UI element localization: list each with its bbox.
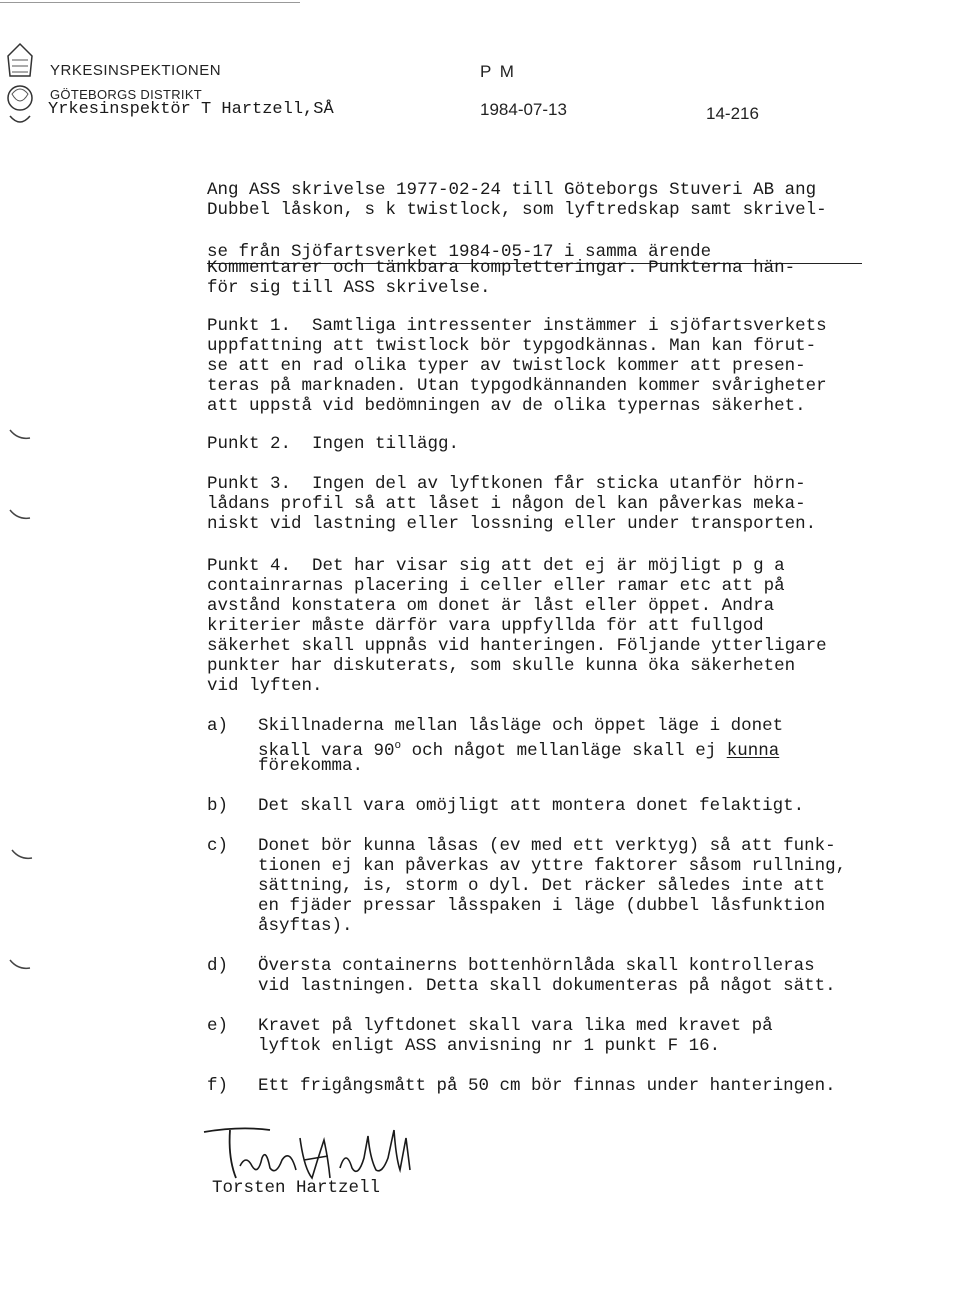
item-d-label: d): [207, 956, 229, 976]
item-e-line: Kravet på lyftdonet skall vara lika med kravet på: [258, 1016, 773, 1036]
item-a-label: a): [207, 716, 229, 736]
item-c-line: sättning, is, storm o dyl. Det räcker således inte att: [258, 876, 826, 896]
crest-logo: [2, 36, 38, 132]
item-c-line: Donet bör kunna låsas (ev med ett verktyg) så att funk-: [258, 836, 836, 856]
punkt1-line: se att en rad olika typer av twistlock kommer att presen-: [207, 356, 806, 376]
subject-line: Ang ASS skrivelse 1977-02-24 till Göteborgs Stuveri AB ang: [207, 180, 817, 200]
item-d-line: vid lastningen. Detta skall dokumenteras på något sätt.: [258, 976, 836, 996]
punkt4-line: avstånd konstatera om donet är låst eller öppet. Andra: [207, 596, 775, 616]
punkt4-line: kriterier måste därför vara uppfyllda för att fullgod: [207, 616, 764, 636]
author-line: Yrkesinspektör T Hartzell,SÅ: [48, 100, 334, 119]
item-f-label: f): [207, 1076, 229, 1096]
item-c-line: åsyftas).: [258, 916, 353, 936]
punkt4-line: vid lyften.: [207, 676, 323, 696]
item-a-text: skall vara 90: [258, 740, 395, 761]
punkt4-line: Punkt 4. Det har visar sig att det ej är möjligt p g a: [207, 556, 785, 576]
doc-type: P M: [480, 62, 516, 81]
district-name: GÖTEBORGS DISTRIKT: [50, 87, 203, 102]
ref-number: 14-216: [706, 104, 759, 123]
item-b-line: Det skall vara omöjligt att montera donet felaktigt.: [258, 796, 805, 816]
item-a-line: förekomma.: [258, 756, 364, 776]
top-rule: [0, 2, 300, 3]
org-name: YRKESINSPEKTIONEN: [50, 62, 222, 79]
item-f-line: Ett frigångsmått på 50 cm bör finnas under hanteringen.: [258, 1076, 836, 1096]
punkt3-line: Punkt 3. Ingen del av lyftkonen får sticka utanför hörn-: [207, 474, 806, 494]
subject-line: Dubbel låskon, s k twistlock, som lyftredskap samt skrivel-: [207, 200, 827, 220]
item-e-label: e): [207, 1016, 229, 1036]
item-c-line: tionen ej kan påverkas av yttre faktorer såsom rullning,: [258, 856, 847, 876]
item-a-underlined-word: kunna: [726, 740, 780, 761]
punkt1-line: att uppstå vid bedömningen av de olika typernas säkerhet.: [207, 396, 806, 416]
punkt1-line: teras på marknaden. Utan typgodkännanden kommer svårigheter: [207, 376, 827, 396]
item-c-line: en fjäder pressar låsspaken i läge (dubbel låsfunktion: [258, 896, 826, 916]
subject-line: se från Sjöfartsverket 1984-05-17 i samma ärende: [207, 242, 712, 262]
intro-line: Kommentarer och tänkbara kompletteringar. Punkterna hän-: [207, 258, 796, 278]
punkt4-line: säkerhet skall uppnås vid hanteringen. Följande ytterligare: [207, 636, 827, 656]
punkt3-line: niskt vid lastning eller lossning eller under transporten.: [207, 514, 817, 534]
item-b-label: b): [207, 796, 229, 816]
signatory-name: Torsten Hartzell: [212, 1178, 381, 1198]
item-c-label: c): [207, 836, 229, 856]
doc-date: 1984-07-13: [480, 100, 567, 119]
item-a-text: och något mellanläge skall ej: [401, 740, 727, 761]
punkt1-line: uppfattning att twistlock bör typgodkännas. Man kan förut-: [207, 336, 817, 356]
punkt4-line: punkter har diskuterats, som skulle kunna öka säkerheten: [207, 656, 796, 676]
punkt1-line: Punkt 1. Samtliga intressenter instämmer i sjöfartsverkets: [207, 316, 827, 336]
degree-superscript: o: [394, 740, 402, 752]
item-e-line: lyftok enligt ASS anvisning nr 1 punkt F 16.: [258, 1036, 721, 1056]
margin-marks: [0, 400, 60, 1040]
punkt4-line: containrarnas placering i celler eller ramar etc att på: [207, 576, 785, 596]
item-d-line: Översta containerns bottenhörnlåda skall kontrolleras: [258, 956, 815, 976]
punkt2-line: Punkt 2. Ingen tillägg.: [207, 434, 460, 454]
item-a-line: Skillnaderna mellan låsläge och öppet läge i donet: [258, 716, 784, 736]
punkt3-line: lådans profil så att låset i någon del kan påverkas meka-: [207, 494, 806, 514]
intro-line: för sig till ASS skrivelse.: [207, 278, 491, 298]
